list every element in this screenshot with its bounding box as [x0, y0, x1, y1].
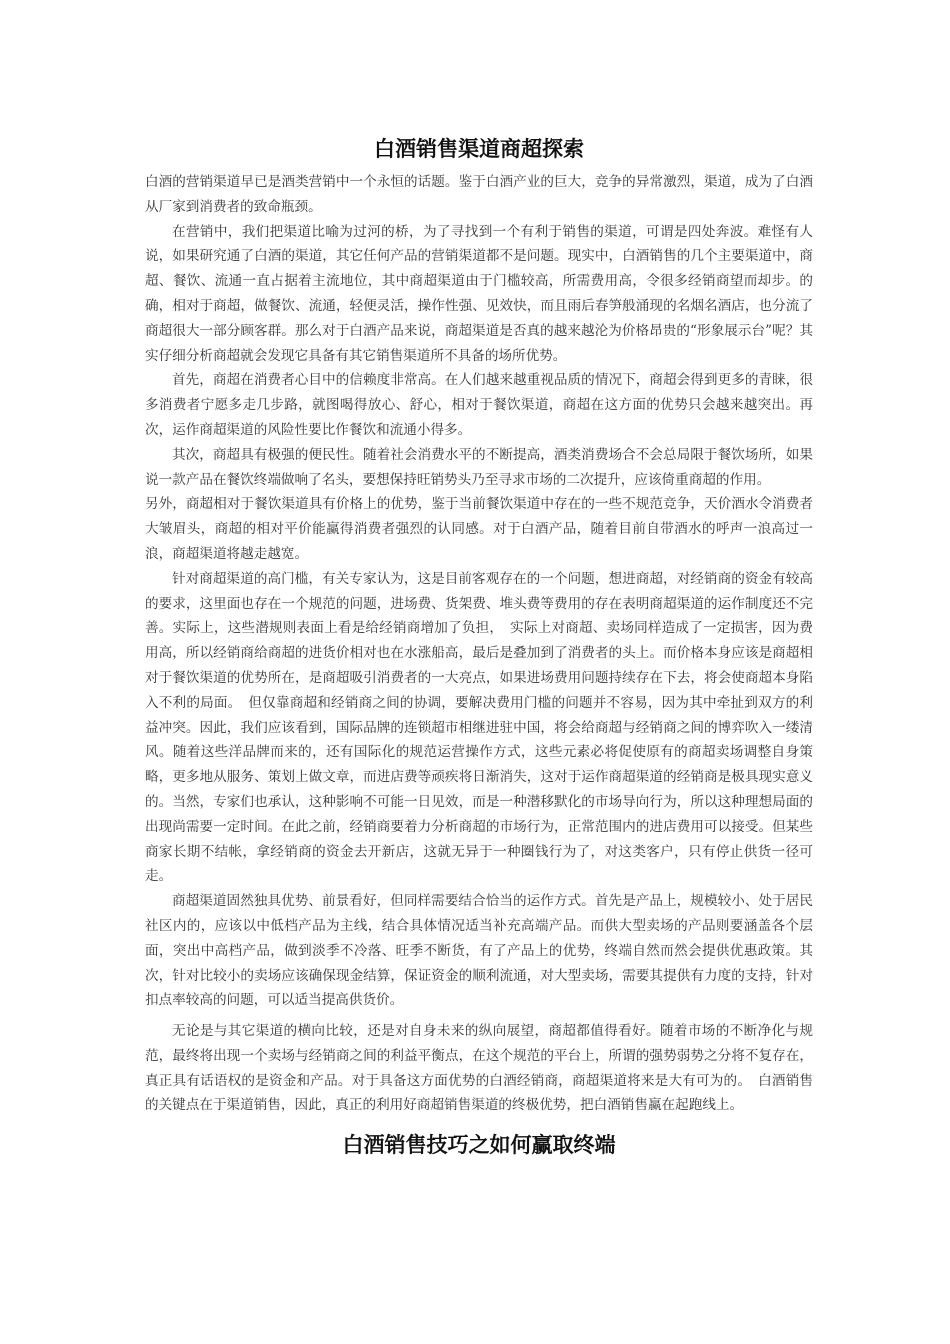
paragraph-convenience: 其次，商超具有极强的便民性。随着社会消费水平的不断提高，酒类消费场合不会总局限于餐饮场所，如果说一款产品在餐饮终端做响了名头，要想保持旺销势头乃至寻求市场的二次提升，应该倚重商超的作用。: [145, 446, 813, 488]
document-title: 白酒销售渠道商超探索: [374, 137, 584, 161]
paragraph-bridge-metaphor: 在营销中，我们把渠道比喻为过河的桥，为了寻找到一个有利于销售的渠道，可谓是四处奔波。难怪有人说，如果研究通了白酒的渠道，其它任何产品的营销渠道都不是问题。现实中，白酒销售的几个主要渠道中，商超、餐饮、流通一直占据着主流地位，其中商超渠道由于门槛较高，所需费用高，令很多经销商望而却步。的确，相对于商超，做餐饮、流通，轻便灵活，操作性强、见效快，而且雨后春笋般涌现的名烟名酒店，也分流了商超很大一部分顾客群。那么对于白酒产品来说，商超渠道是否真的越来越沦为价格昂贵的“形象展示台”呢？其实仔细分析商超就会发现它具备有其它销售渠道所不具备的场所优势。: [145, 223, 813, 364]
paragraph-price-advantage: 另外，商超相对于餐饮渠道具有价格上的优势，鉴于当前餐饮渠道中存在的一些不规范竞争，天价酒水令消费者大皱眉头，商超的相对平价能赢得消费者强烈的认同感。对于白酒产品，随着目前自带酒水的呼声一浪高过一浪，商超渠道将越走越宽。: [145, 496, 813, 562]
next-section-title: 白酒销售技巧之如何赢取终端: [342, 1133, 616, 1158]
paragraph-conclusion: 无论是与其它渠道的横向比较，还是对自身未来的纵向展望，商超都值得看好。随着市场的不断净化与规范，最终将出现一个卖场与经销商之间的利益平衡点，在这个规范的平台上，所谓的强势弱势之分将不复存在，真正具有话语权的是资金和产品。对于具备这方面优势的白酒经销商，商超渠道将来是大有可为的。 白酒销售的关键点在于渠道销售，因此，真正的利用好商超销售渠道的终极优势，把白酒销售赢在起跑线上。: [145, 1023, 813, 1114]
paragraph-operation-method: 商超渠道固然独具优势、前景看好，但同样需要结合恰当的运作方式。首先是产品上，规模较小、处于居民社区内的，应该以中低档产品为主线，结合具体情况适当补充高端产品。而供大型卖场的产品则要涵盖各个层面，突出中高档产品，做到淡季不冷落、旺季不断货，有了产品上的优势，终端自然而然会提供优惠政策。其次，针对比较小的卖场应该确保现金结算，保证资金的顺利流通，对大型卖场，需要其提供有力度的支持，针对扣点率较高的问题，可以适当提高供货价。: [145, 893, 813, 1009]
paragraph-trust: 首先，商超在消费者心目中的信赖度非常高。在人们越来越重视品质的情况下，商超会得到更多的青睐，很多消费者宁愿多走几步路，就图喝得放心、舒心，相对于餐饮渠道，商超在这方面的优势只会越来越突出。再次，运作商超渠道的风险性要比作餐饮和流通小得多。: [145, 372, 813, 438]
paragraph-intro: 白酒的营销渠道早已是酒类营销中一个永恒的话题。鉴于白酒产业的巨大，竞争的异常激烈，渠道，成为了白酒从厂家到消费者的致命瓶颈。: [145, 174, 813, 215]
document-page: [145, 132, 813, 1162]
paragraph-high-threshold: 针对商超渠道的高门槛，有关专家认为，这是目前客观存在的一个问题，想进商超，对经销商的资金有较高的要求，这里面也存在一个规范的问题，进场费、货架费、堆头费等费用的存在表明商超渠道的运作制度还不完善。实际上，这些潜规则表面上看是给经销商增加了负担， 实际上对商超、卖场同样造成了一定损害，因为费用高，所以经销商给商超的进货价相对也在水涨船高，最后是叠加到了消费者的头上。而价格本身应该是商超相对于餐饮渠道的优势所在，是商超吸引消费者的一大亮点，如果进场费用问题持续存在下去，将会使商超本身陷入不利的局面。 但仅靠商超和经销商之间的协调，要解决费用门槛的问题并不容易，因为其中牵扯到双方的利益冲突。因此，我们应该看到，国际品牌的连锁超市相继进驻中国，将会给商超与经销商之间的博弈吹入一缕清风。随着这些洋品牌而来的，还有国际化的规范运营操作方式，这些元素必将促使原有的商超卖场调整自身策略，更多地从服务、策划上做文章，而进店费等顽疾将日渐消失，这对于运作商超渠道的经销商是极具现实意义的。当然，专家们也承认，这种影响不可能一日见效，而是一种潜移默化的市场导向行为，所以这种理想局面的出现尚需要一定时间。在此之前，经销商要着力分析商超的市场行为，正常范围内的进店费用可以接受。但某些商家长期不结帐，拿经销商的资金去开新店，这就无异于一种圈钱行为了，对这类客户，只有停止供货一径可走。: [145, 570, 813, 885]
